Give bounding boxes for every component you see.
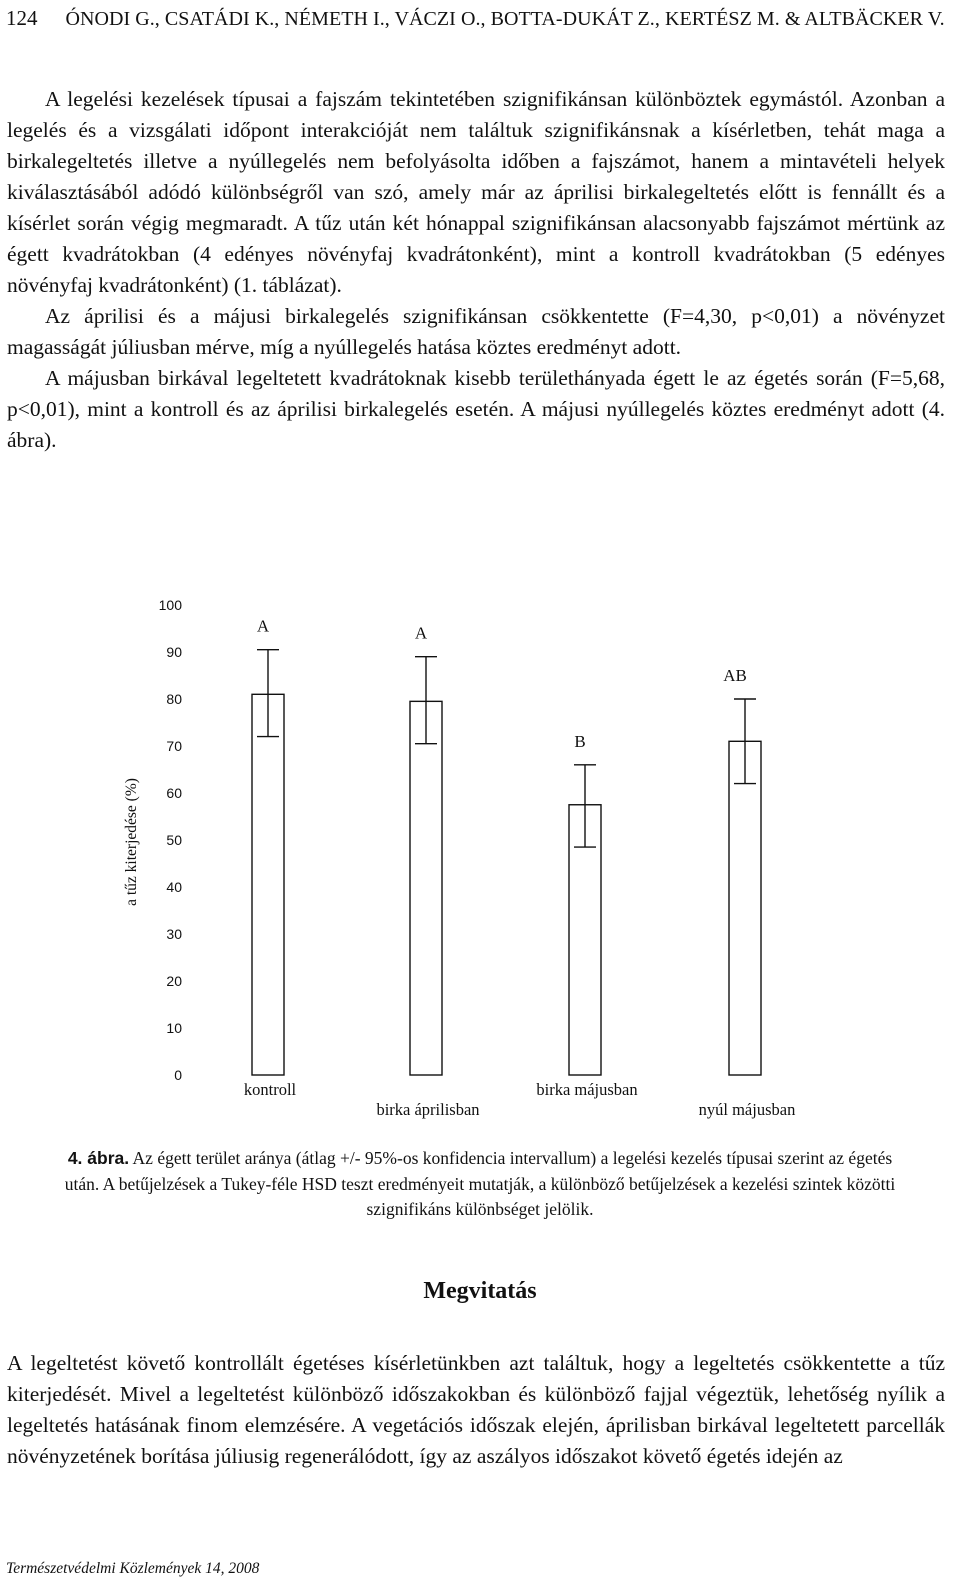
x-category-label: birka májusban xyxy=(536,1080,638,1099)
group-letter: A xyxy=(414,623,428,643)
running-header xyxy=(6,6,946,31)
header-authors: ÓNODI G., CSATÁDI K., NÉMETH I., VÁCZI O., BOTTA-DUKÁT Z., KERTÉSZ M. & ALTBÄCKER V. xyxy=(65,8,945,30)
y-tick-label: 100 xyxy=(158,597,182,613)
y-axis-label: a tűz kiterjedése (%) xyxy=(123,778,140,906)
y-tick-label: 30 xyxy=(166,926,182,942)
group-letter: AB xyxy=(723,666,747,685)
figure-caption xyxy=(60,1146,900,1223)
figure-label: 4. ábra. xyxy=(67,1148,130,1168)
section-title: Megvitatás xyxy=(423,1278,537,1304)
figure-caption-text: Az égett terület aránya (átlag +/- 95%-os konfidencia intervallum) a legelési kezelés típusai szerint az égetés után. A betűjelzések a Tukey-féle HSD teszt eredményeit mutatják, a különböző betűjelzések a kezelési szintek közötti szignifikáns különbséget jelölik. xyxy=(64,1148,896,1219)
y-tick-label: 60 xyxy=(166,785,182,801)
group-letter: A xyxy=(256,616,270,636)
y-tick-label: 20 xyxy=(166,973,182,989)
journal-footer: Természetvédelmi Közlemények 14, 2008 xyxy=(6,1560,260,1577)
burn-extent-bar-chart xyxy=(0,590,960,1135)
results-text xyxy=(7,84,945,456)
x-category-label: birka áprilisban xyxy=(376,1100,480,1119)
paragraph: Az áprilisi és a májusi birkalegelés szignifikánsan csökkentette (F=4,30, p<0,01) a növényzet magasságát júliusban mérve, míg a nyúllegelés hatása köztes eredményt adott. xyxy=(7,304,945,359)
y-tick-label: 0 xyxy=(174,1067,182,1083)
paragraph: A legelési kezelések típusai a fajszám tekintetében szignifikánsan különböztek egymástól. Azonban a legelés és a vizsgálati időpont interakcióját nem találtuk szignifikánsnak a kísérletben, tehát maga a birkalegeltetés illetve a nyúllegelés nem befolyásolta időben a fajszámot, hanem a mintavételi helyek kiválasztásából adódó különbségről van szó, amely már az áprilisi birkalegeltetés előtt is fennállt és a kísérlet során végig megmaradt. A tűz után két hónappal szignifikánsan alacsonyabb fajszámot mértünk az égett kvadrátokban (4 edényes növényfaj kvadrátonként), mint a kontroll kvadrátokban (5 edényes növényfaj kvadrátonként) (1. táblázat). xyxy=(7,87,945,297)
bar xyxy=(729,741,761,1075)
x-category-label: kontroll xyxy=(243,1080,297,1099)
group-letter: B xyxy=(574,731,586,751)
y-axis xyxy=(159,597,183,1083)
paragraph: A májusban birkával legeltetett kvadrátoknak kisebb területhányada égett le az égetés során (F=5,68, p<0,01), mint a kontroll és az áprilisi birkalegelés esetén. A májusi nyúllegelés köztes eredményt adott (4. ábra). xyxy=(7,366,945,452)
discussion-text xyxy=(7,1348,945,1472)
bar xyxy=(410,701,442,1075)
y-tick-label: 90 xyxy=(166,644,182,660)
y-tick-label: 10 xyxy=(166,1020,182,1036)
bar xyxy=(252,694,284,1075)
page-number: 124 xyxy=(6,6,38,30)
y-tick-label: 40 xyxy=(166,879,182,895)
y-tick-label: 70 xyxy=(166,738,182,754)
x-category-label: nyúl májusban xyxy=(698,1100,796,1119)
paragraph: A legeltetést követő kontrollált égetéses kísérletünkben azt találtuk, hogy a legeltetés csökkentette a tűz kiterjedését. Mivel a legeltetést különböző időszakokban és különböző fajjal végeztük, lehetőség nyílik a legeltetés hatásának finom elemzésére. A vegetációs időszak elején, áprilisban birkával legeltetett parcellák növényzetének borítása júliusig regenerálódott, így az aszályos időszakot követő égetés idején az xyxy=(7,1351,945,1468)
y-tick-label: 50 xyxy=(166,832,182,848)
bars xyxy=(244,617,795,1119)
y-tick-label: 80 xyxy=(166,691,182,707)
